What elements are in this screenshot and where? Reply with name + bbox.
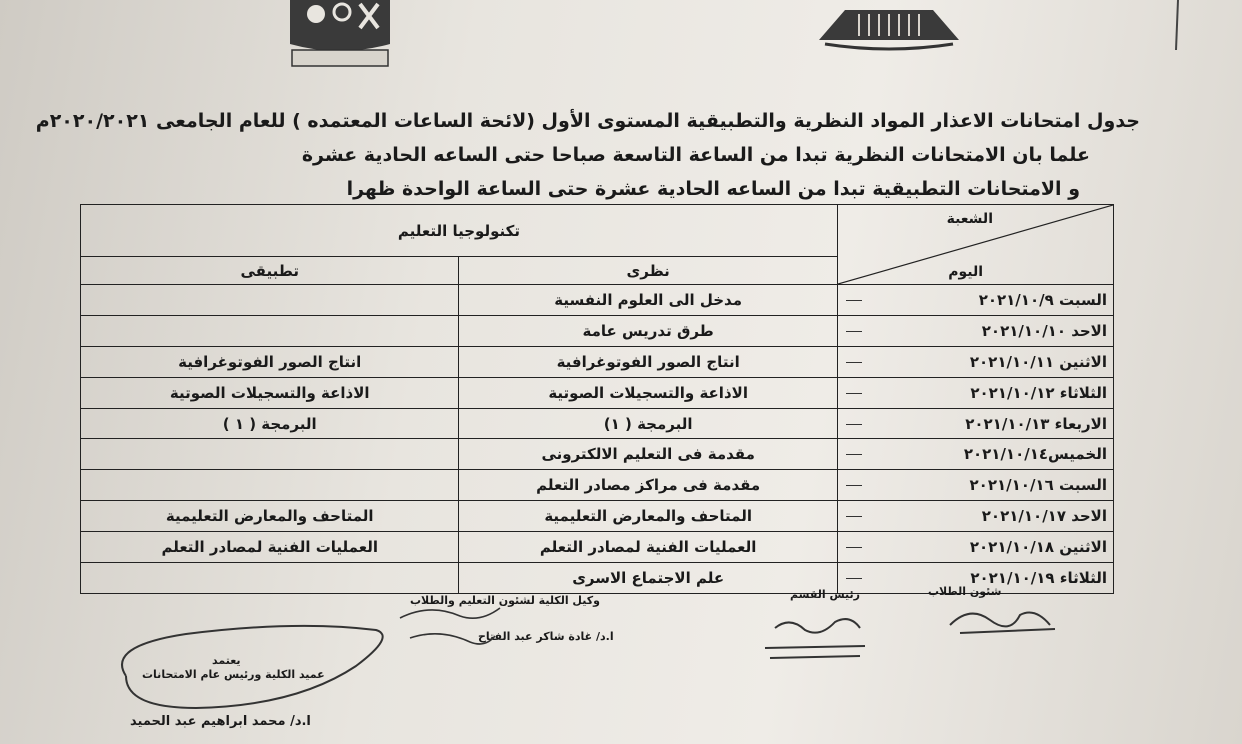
table-row <box>81 377 1114 408</box>
theory-cell: مقدمة فى مراكز مصادر التعلم <box>459 470 837 501</box>
heading-line-1: جدول امتحانات الاعذار المواد النظرية والتطبيقية المستوى الأول (لائحة الساعات المعتمده ) للعام الجامعى ٢٠٢٠/٢٠٢١م <box>35 110 1140 132</box>
student-affairs-label: شئون الطلاب <box>928 585 1002 598</box>
approve-label: يعتمد <box>212 654 241 667</box>
table-row <box>81 439 1114 470</box>
applied-cell <box>81 315 459 346</box>
dash-mark <box>846 516 862 517</box>
dash-mark <box>846 300 862 301</box>
applied-cell: الاذاعة والتسجيلات الصوتية <box>81 377 459 408</box>
table-row <box>81 315 1114 346</box>
exam-schedule-table <box>80 204 1114 594</box>
university-logo <box>815 0 963 52</box>
day-cell: السبت ٢٠٢١/١٠/١٦ <box>837 470 1113 501</box>
faculty-logo <box>286 0 394 68</box>
theory-cell: الاذاعة والتسجيلات الصوتية <box>459 377 837 408</box>
dean-title: عميد الكلية ورئيس عام الامتحانات <box>142 668 325 681</box>
applied-cell: المتاحف والمعارض التعليمية <box>81 501 459 532</box>
day-cell: الخميس٢٠٢١/١٠/١٤ <box>837 439 1113 470</box>
theory-cell: البرمجة ( ١) <box>459 408 837 439</box>
dash-mark <box>846 454 862 455</box>
department-header: تكنولوجيا التعليم <box>81 205 838 257</box>
table-row <box>81 285 1114 316</box>
table-header-row <box>81 205 1114 257</box>
applied-header: تطبيقى <box>81 257 459 285</box>
dash-mark <box>846 424 862 425</box>
table-row <box>81 501 1114 532</box>
theory-cell: طرق تدريس عامة <box>459 315 837 346</box>
theory-cell: مدخل الى العلوم النفسية <box>459 285 837 316</box>
theory-cell: المتاحف والمعارض التعليمية <box>459 501 837 532</box>
dash-mark <box>846 393 862 394</box>
theory-header: نظرى <box>459 257 837 285</box>
applied-cell <box>81 563 459 594</box>
dash-mark <box>846 331 862 332</box>
table-row <box>81 532 1114 563</box>
corner-label-day: اليوم <box>948 264 983 280</box>
dept-head-signature <box>760 608 870 674</box>
vice-dean-signature <box>390 598 510 658</box>
theory-cell: علم الاجتماع الاسرى <box>459 563 837 594</box>
corner-label-division: الشعبة <box>946 211 993 227</box>
table-row <box>81 346 1114 377</box>
heading-line-3: و الامتحانات التطبيقية تبدا من الساعه الحادية عشرة حتى الساعة الواحدة ظهرا <box>346 178 1080 200</box>
applied-cell <box>81 439 459 470</box>
theory-cell: العمليات الفنية لمصادر التعلم <box>459 532 837 563</box>
dash-mark <box>846 547 862 548</box>
heading-line-2: علما بان الامتحانات النظرية تبدا من الساعة التاسعة صباحا حتى الساعه الحادية عشرة <box>301 144 1090 166</box>
student-affairs-signature <box>940 595 1060 640</box>
dash-mark <box>846 362 862 363</box>
applied-cell: البرمجة ( ١ ) <box>81 408 459 439</box>
corner-cell <box>837 205 1113 285</box>
day-cell: الاربعاء ٢٠٢١/١٠/١٣ <box>837 408 1113 439</box>
vice-dean-title: وكيل الكلية لشئون التعليم والطلاب <box>410 594 600 607</box>
day-cell: الاحد ٢٠٢١/١٠/١٧ <box>837 501 1113 532</box>
day-cell: الثلاثاء ٢٠٢١/١٠/١٢ <box>837 377 1113 408</box>
dean-name: ا.د/ محمد ابراهيم عبد الحميد <box>130 714 311 729</box>
theory-cell: انتاج الصور الفوتوغرافية <box>459 346 837 377</box>
applied-cell <box>81 285 459 316</box>
applied-cell: انتاج الصور الفوتوغرافية <box>81 346 459 377</box>
table-row <box>81 408 1114 439</box>
theory-cell: مقدمة فى التعليم الالكترونى <box>459 439 837 470</box>
day-cell: الثلاثاء ٢٠٢١/١٠/١٩ <box>837 563 1113 594</box>
dean-signature-loop <box>96 616 396 716</box>
day-cell: الاثنين ٢٠٢١/١٠/١١ <box>837 346 1113 377</box>
dept-head-label: رئيس القسم <box>790 588 860 601</box>
applied-cell: العمليات الفنية لمصادر التعلم <box>81 532 459 563</box>
dash-mark <box>846 485 862 486</box>
day-cell: الاحد ٢٠٢١/١٠/١٠ <box>837 315 1113 346</box>
vice-dean-name: ا.د/ غادة شاكر عبد الفتاح <box>478 630 614 643</box>
document-heading <box>35 104 1140 206</box>
day-cell: الاثنين ٢٠٢١/١٠/١٨ <box>837 532 1113 563</box>
table-row <box>81 470 1114 501</box>
applied-cell <box>81 470 459 501</box>
pen-stroke-mark <box>1164 0 1184 60</box>
dash-mark <box>846 578 862 579</box>
day-cell: السبت ٢٠٢١/١٠/٩ <box>837 285 1113 316</box>
